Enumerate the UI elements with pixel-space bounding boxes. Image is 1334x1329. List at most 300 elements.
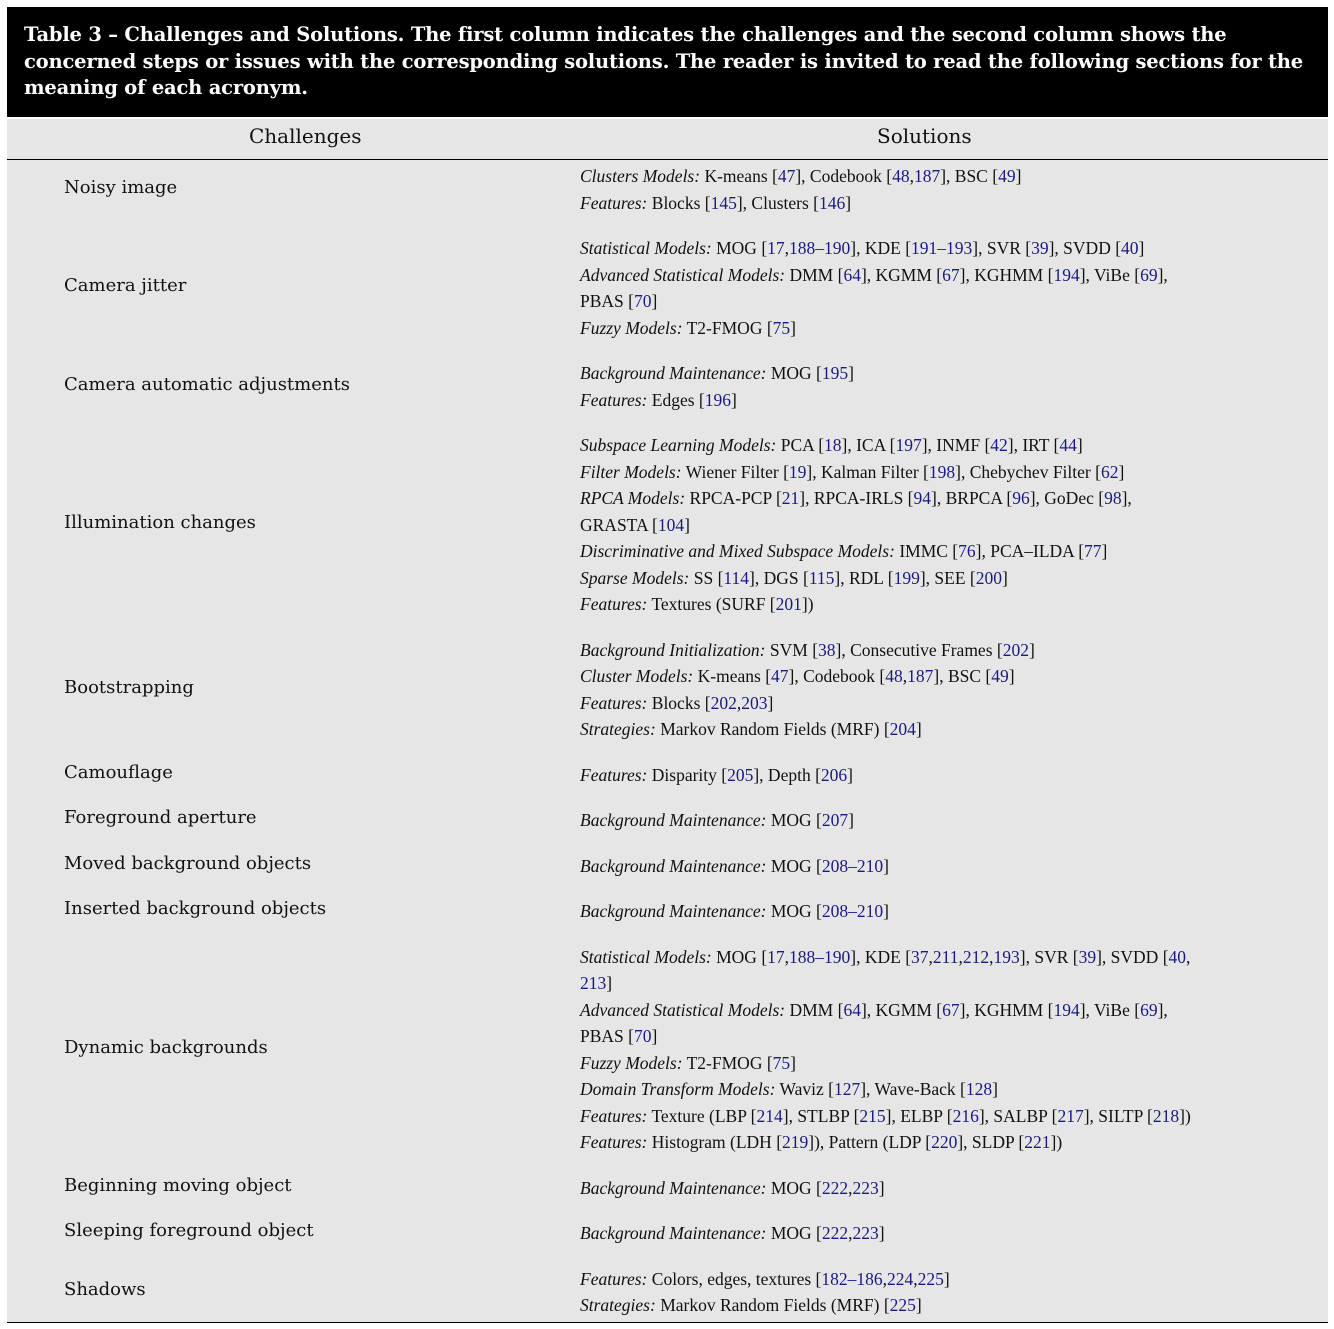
category-label: Domain Transform Models:: [580, 1079, 776, 1099]
citation-link[interactable]: 196: [704, 389, 731, 410]
citation-link[interactable]: 195: [821, 363, 849, 383]
citation-link[interactable]: 98: [1104, 488, 1122, 508]
table-row: [7, 637, 1328, 743]
solution-text: Colors, edges, textures [: [647, 1268, 822, 1289]
citation-link[interactable]: 193: [993, 946, 1020, 967]
table-row: [7, 360, 1328, 413]
caption-line: meaning of each acronym.: [24, 76, 308, 99]
solution-text: MOG [: [766, 363, 822, 383]
solution-text: ]: [1118, 461, 1125, 482]
solutions-cell: [580, 163, 1300, 216]
solution-text: PBAS [: [580, 291, 634, 311]
citation-link[interactable]: 75: [772, 317, 791, 338]
citation-link[interactable]: 191–193: [911, 238, 973, 258]
table-header: [7, 119, 1328, 160]
citation-link[interactable]: 37: [911, 946, 929, 967]
category-label: Sparse Models:: [580, 567, 690, 588]
solution-text: ,: [848, 1177, 853, 1198]
solution-text: ], ELBP [: [885, 1105, 953, 1126]
solution-text: ], PCA–ILDA [: [975, 541, 1085, 561]
solution-line: [580, 288, 1300, 315]
solution-line: [580, 190, 1300, 217]
citation-link[interactable]: 187: [913, 166, 941, 186]
solution-text: ,: [848, 1223, 853, 1243]
solutions-cell: [580, 944, 1300, 1156]
citation-link[interactable]: 19: [788, 461, 807, 482]
category-label: Background Maintenance:: [580, 810, 767, 830]
citation-link[interactable]: 222: [821, 1223, 849, 1243]
solution-text: ]: [1015, 166, 1022, 186]
header-solutions: Solutions: [877, 124, 972, 148]
solution-text: ,: [882, 1268, 888, 1289]
citation-link[interactable]: 217: [1057, 1105, 1084, 1126]
solution-text: ], KGHMM [: [959, 264, 1054, 285]
solution-text: ,: [909, 166, 914, 186]
category-label: Filter Models:: [580, 461, 682, 482]
category-label: Advanced Statistical Models:: [580, 999, 786, 1020]
solution-text: ], SLDP [: [957, 1132, 1025, 1152]
challenge-cell: Beginning moving object: [64, 1174, 292, 1196]
category-label: Clusters Models:: [580, 166, 701, 186]
citation-link[interactable]: 21: [781, 488, 800, 508]
solution-text: ], ViBe [: [1079, 264, 1141, 285]
citation-link[interactable]: 182–186: [821, 1268, 883, 1289]
category-label: Discriminative and Mixed Subspace Models:: [580, 541, 895, 561]
solution-line: [580, 262, 1300, 289]
category-label: Features:: [580, 594, 648, 614]
solution-text: ,: [784, 238, 790, 258]
solution-text: ,: [784, 946, 790, 967]
solution-text: ]: [883, 855, 889, 876]
citation-link[interactable]: 220: [931, 1132, 958, 1152]
citation-link[interactable]: 114: [723, 567, 750, 588]
solution-text: ], DGS [: [749, 567, 809, 588]
solution-text: ], SILTP [: [1083, 1105, 1153, 1126]
challenge-cell: Sleeping foreground object: [64, 1220, 314, 1242]
solutions-cell: [580, 1220, 1300, 1247]
citation-link[interactable]: 128: [965, 1079, 993, 1099]
solution-text: MOG [: [711, 238, 768, 258]
solution-text: DMM [: [785, 999, 844, 1020]
citation-link[interactable]: 44: [1059, 435, 1077, 455]
solution-line: [580, 1266, 1300, 1293]
solution-line: [580, 762, 1300, 789]
citation-link[interactable]: 222: [821, 1177, 849, 1198]
solutions-cell: [580, 762, 1300, 789]
solution-text: ]: [606, 973, 613, 993]
citation-link[interactable]: 39: [1031, 238, 1049, 258]
citation-link[interactable]: 146: [819, 192, 846, 213]
solution-text: ], BSC [: [940, 166, 999, 186]
solution-text: ], Chebychev Filter [: [955, 461, 1101, 482]
challenge-cell: Foreground aperture: [64, 807, 257, 829]
solution-text: MOG [: [766, 810, 822, 830]
category-label: Features:: [580, 1105, 648, 1126]
solution-text: T2-FMOG [: [682, 1052, 773, 1073]
challenge-cell: Moved background objects: [64, 852, 312, 874]
solution-text: PBAS [: [580, 1026, 634, 1046]
solution-text: ]: [915, 1295, 922, 1315]
solution-text: T2-FMOG [: [682, 317, 773, 338]
solutions-cell: [580, 807, 1300, 834]
citation-link[interactable]: 188–190: [789, 238, 851, 258]
solution-text: MOG [: [766, 901, 822, 921]
solution-text: ], RDL [: [834, 567, 894, 588]
category-label: RPCA Models:: [580, 488, 686, 508]
solution-text: ]: [1008, 666, 1015, 686]
solution-text: ,: [913, 1268, 918, 1289]
citation-link[interactable]: 17: [767, 946, 785, 967]
solutions-cell: [580, 853, 1300, 880]
solution-text: ]: [878, 1177, 885, 1198]
citation-link[interactable]: 39: [1078, 946, 1097, 967]
solution-text: ], SVR [: [972, 238, 1032, 258]
challenge-cell: Bootstrapping: [64, 676, 194, 698]
citation-link[interactable]: 214: [756, 1105, 783, 1126]
solution-text: ], SVDD [: [1096, 946, 1169, 967]
solution-text: ], IRT [: [1007, 435, 1060, 455]
solutions-cell: [580, 360, 1300, 413]
challenge-cell: Camouflage: [64, 761, 173, 783]
citation-link[interactable]: 70: [633, 1026, 652, 1046]
table-row: [7, 235, 1328, 341]
solution-line: [580, 1023, 1300, 1050]
solution-text: ]: [845, 192, 852, 213]
solution-line: [580, 807, 1300, 834]
solution-text: ], Codebook [: [795, 166, 893, 186]
citation-link[interactable]: 64: [843, 999, 861, 1020]
citation-link[interactable]: 223: [852, 1177, 879, 1198]
solution-text: ]): [1179, 1105, 1191, 1126]
challenge-cell: Dynamic backgrounds: [64, 1036, 268, 1058]
citation-link[interactable]: 96: [1012, 488, 1030, 508]
citation-link[interactable]: 40: [1168, 946, 1187, 967]
solution-text: ], KGMM [: [860, 264, 943, 285]
solution-text: ]: [943, 1268, 950, 1289]
category-label: Statistical Models:: [580, 238, 712, 258]
citation-link[interactable]: 67: [942, 999, 960, 1020]
citation-link[interactable]: 187: [907, 666, 934, 686]
citation-link[interactable]: 201: [775, 594, 802, 614]
citation-link[interactable]: 207: [821, 810, 849, 830]
citation-link[interactable]: 199: [893, 567, 920, 588]
citation-link[interactable]: 212: [962, 946, 990, 967]
citation-link[interactable]: 219: [782, 1132, 809, 1152]
citation-link[interactable]: 76: [958, 541, 976, 561]
solution-line: [580, 716, 1300, 743]
citation-link[interactable]: 69: [1140, 999, 1158, 1020]
caption-line: Table 3 – Challenges and Solutions. The first column indicates the challenges and the second column shows the: [24, 23, 1227, 46]
solutions-cell: [580, 898, 1300, 925]
solution-line: [580, 997, 1300, 1024]
solution-text: ], KGMM [: [860, 999, 943, 1020]
solution-text: ]: [790, 1052, 796, 1073]
citation-link[interactable]: 194: [1053, 264, 1080, 285]
citation-link[interactable]: 224: [887, 1268, 914, 1289]
table-row: [7, 853, 1328, 880]
solution-text: ]: [883, 901, 889, 921]
citation-link[interactable]: 18: [824, 435, 842, 455]
citation-link[interactable]: 213: [580, 973, 607, 993]
citation-link[interactable]: 70: [633, 291, 652, 311]
challenge-cell: Noisy image: [64, 176, 178, 198]
table-row: [7, 762, 1328, 789]
solution-text: K-means [: [693, 666, 772, 686]
category-label: Background Maintenance:: [580, 1177, 767, 1198]
solution-line: [580, 360, 1300, 387]
solution-text: MOG [: [766, 1223, 822, 1243]
category-label: Features:: [580, 1268, 648, 1289]
citation-link[interactable]: 47: [777, 166, 796, 186]
solution-line: [580, 512, 1300, 539]
solution-line: [580, 1103, 1300, 1130]
citation-link[interactable]: 200: [975, 567, 1002, 588]
solution-line: [580, 591, 1300, 618]
solution-line: [580, 485, 1300, 512]
solution-text: SS [: [689, 567, 724, 588]
citation-link[interactable]: 40: [1121, 238, 1139, 258]
solution-text: ]), Pattern (LDP [: [808, 1132, 932, 1152]
citation-link[interactable]: 104: [657, 514, 685, 535]
category-label: Cluster Models:: [580, 666, 694, 686]
solution-text: DMM [: [785, 264, 844, 285]
citation-link[interactable]: 48: [892, 166, 910, 186]
solution-line: [580, 1292, 1300, 1319]
citation-link[interactable]: 204: [889, 719, 916, 739]
solution-text: ], ICA [: [841, 435, 896, 455]
solution-text: ]: [1138, 238, 1145, 258]
citation-link[interactable]: 198: [928, 461, 956, 482]
solution-text: ],: [1121, 488, 1132, 508]
solution-text: Markov Random Fields (MRF) [: [655, 1295, 890, 1315]
solution-text: ]: [915, 719, 922, 739]
category-label: Statistical Models:: [580, 946, 712, 967]
citation-link[interactable]: 62: [1100, 461, 1119, 482]
category-label: Features:: [580, 192, 648, 213]
solution-text: ], KDE [: [850, 238, 912, 258]
solution-text: PCA [: [776, 435, 825, 455]
solution-text: ,: [958, 946, 963, 967]
citation-link[interactable]: 69: [1140, 264, 1158, 285]
solutions-cell: [580, 1266, 1300, 1319]
table-row: [7, 1266, 1328, 1319]
solution-text: Markov Random Fields (MRF) [: [655, 719, 890, 739]
solution-text: ]: [1076, 435, 1083, 455]
solution-text: ]: [651, 291, 658, 311]
solution-text: ], STLBP [: [782, 1105, 860, 1126]
solutions-cell: [580, 235, 1300, 341]
table-row: [7, 807, 1328, 834]
solution-text: Blocks [: [647, 192, 711, 213]
table-row: [7, 432, 1328, 618]
solution-text: ]: [848, 363, 854, 383]
challenge-cell: Camera jitter: [64, 275, 187, 296]
solution-text: ,: [736, 692, 742, 713]
citation-link[interactable]: 17: [767, 238, 785, 258]
category-label: Features:: [580, 1132, 648, 1152]
citation-link[interactable]: 77: [1084, 541, 1102, 561]
solution-text: Blocks [: [647, 692, 711, 713]
citation-link[interactable]: 94: [913, 488, 932, 508]
solution-line: [580, 565, 1300, 592]
solution-text: ], BSC [: [933, 666, 992, 686]
solution-line: [580, 1220, 1300, 1247]
citation-link[interactable]: 75: [772, 1052, 791, 1073]
citation-link[interactable]: 218: [1152, 1105, 1180, 1126]
solution-text: ], Consecutive Frames [: [835, 639, 1003, 660]
challenge-cell: Inserted background objects: [64, 898, 327, 920]
solution-text: ]: [848, 810, 854, 830]
citation-link[interactable]: 202: [1002, 639, 1029, 660]
table-row: [7, 163, 1328, 216]
solution-text: ,: [902, 666, 908, 686]
solution-text: ,: [928, 946, 933, 967]
solution-line: [580, 1129, 1300, 1156]
category-label: Background Maintenance:: [580, 901, 767, 921]
citation-link[interactable]: 145: [710, 192, 737, 213]
solution-text: RPCA-PCP [: [685, 488, 782, 508]
solution-text: ], SEE [: [919, 567, 976, 588]
category-label: Background Maintenance:: [580, 855, 767, 876]
solution-text: ,: [1186, 946, 1191, 967]
solution-text: ], SVR [: [1019, 946, 1079, 967]
solution-text: K-means [: [700, 166, 778, 186]
citation-link[interactable]: 205: [727, 764, 754, 785]
solution-text: IMMC [: [894, 541, 959, 561]
citation-link[interactable]: 197: [895, 435, 922, 455]
solution-text: ]: [1101, 541, 1108, 561]
category-label: Advanced Statistical Models:: [580, 264, 786, 285]
citation-link[interactable]: 208–210: [821, 855, 884, 876]
solution-text: ]: [1001, 567, 1008, 588]
solution-line: [580, 538, 1300, 565]
citation-link[interactable]: 47: [771, 666, 789, 686]
citation-link[interactable]: 67: [942, 264, 960, 285]
solution-line: [580, 663, 1300, 690]
solution-line: [580, 970, 1300, 997]
citation-link[interactable]: 202: [710, 692, 737, 713]
category-label: Background Initialization:: [580, 639, 766, 660]
solution-text: ]: [992, 1079, 998, 1099]
solution-text: SVM [: [765, 639, 819, 660]
citation-link[interactable]: 208–210: [821, 901, 884, 921]
citation-link[interactable]: 38: [818, 639, 836, 660]
citation-link[interactable]: 203: [741, 692, 768, 713]
solution-text: ]: [847, 764, 853, 785]
citation-link[interactable]: 194: [1053, 999, 1080, 1020]
solution-line: [580, 637, 1300, 664]
solution-text: ]: [684, 514, 690, 535]
citation-link[interactable]: 115: [808, 567, 835, 588]
solution-text: ]: [767, 692, 774, 713]
solution-text: Edges [: [647, 389, 705, 410]
solution-text: MOG [: [711, 946, 768, 967]
category-label: Background Maintenance:: [580, 1223, 767, 1243]
citation-link[interactable]: 211: [932, 946, 959, 967]
category-label: Features:: [580, 692, 648, 713]
category-label: Subspace Learning Models:: [580, 435, 777, 455]
solution-line: [580, 459, 1300, 486]
solution-text: Histogram (LDH [: [647, 1132, 783, 1152]
table-row: [7, 898, 1328, 925]
solution-text: ], SVDD [: [1048, 238, 1122, 258]
solution-text: ], Depth [: [753, 764, 821, 785]
solution-text: ], SALBP [: [978, 1105, 1058, 1126]
challenge-cell: Illumination changes: [64, 511, 256, 533]
citation-link[interactable]: 48: [885, 666, 903, 686]
solution-line: [580, 387, 1300, 414]
citation-link[interactable]: 49: [998, 166, 1016, 186]
challenge-cell: Camera automatic adjustments: [64, 373, 350, 395]
citation-link[interactable]: 64: [843, 264, 861, 285]
citation-link[interactable]: 42: [990, 435, 1008, 455]
solution-text: ], INMF [: [921, 435, 991, 455]
solution-text: ], Wave-Back [: [860, 1079, 966, 1099]
solution-text: ], GoDec [: [1029, 488, 1105, 508]
citation-link[interactable]: 215: [859, 1105, 886, 1126]
solution-text: ], Kalman Filter [: [806, 461, 929, 482]
solution-line: [580, 1076, 1300, 1103]
solutions-cell: [580, 432, 1300, 618]
citation-link[interactable]: 225: [889, 1295, 916, 1315]
citation-link[interactable]: 216: [952, 1105, 979, 1126]
category-label: Strategies:: [580, 719, 656, 739]
solution-line: [580, 1175, 1300, 1202]
solution-text: ], Codebook [: [788, 666, 886, 686]
solution-text: GRASTA [: [580, 514, 658, 535]
solution-text: ],: [1157, 264, 1168, 285]
citation-link[interactable]: 127: [833, 1079, 861, 1099]
solution-line: [580, 944, 1300, 971]
solution-text: ]: [1028, 639, 1035, 660]
table-row: [7, 944, 1328, 1156]
caption-line: concerned steps or issues with the corresponding solutions. The reader is invited to read the following sections for the: [24, 49, 1303, 73]
solution-text: ], KGHMM [: [959, 999, 1054, 1020]
solution-text: ]: [878, 1223, 885, 1243]
solution-text: ]: [790, 317, 796, 338]
header-challenges: Challenges: [249, 124, 362, 148]
solution-text: ], BRPCA [: [931, 488, 1013, 508]
citation-link[interactable]: 223: [852, 1223, 879, 1243]
solution-line: [580, 315, 1300, 342]
solution-text: MOG [: [766, 855, 822, 876]
category-label: Fuzzy Models:: [580, 317, 683, 338]
solution-text: MOG [: [766, 1177, 822, 1198]
citation-link[interactable]: 221: [1024, 1132, 1051, 1152]
citation-link[interactable]: 206: [820, 764, 848, 785]
solution-line: [580, 853, 1300, 880]
citation-link[interactable]: 188–190: [789, 946, 851, 967]
category-label: Features:: [580, 389, 648, 410]
challenge-cell: Shadows: [64, 1279, 146, 1300]
solution-text: ]: [731, 389, 737, 410]
solution-line: [580, 432, 1300, 459]
solution-text: Disparity [: [647, 764, 728, 785]
solution-line: [580, 690, 1300, 717]
category-label: Features:: [580, 764, 648, 785]
challenges-solutions-table: [7, 119, 1328, 1323]
solutions-cell: [580, 637, 1300, 743]
citation-link[interactable]: 49: [991, 666, 1009, 686]
solution-text: Wiener Filter [: [681, 461, 789, 482]
solution-text: ,: [989, 946, 994, 967]
solution-text: ]): [801, 594, 814, 614]
solution-line: [580, 163, 1300, 190]
citation-link[interactable]: 225: [917, 1268, 944, 1289]
solution-text: ],: [1157, 999, 1168, 1020]
solution-text: Texture (LBP [: [647, 1105, 757, 1126]
solution-line: [580, 1050, 1300, 1077]
